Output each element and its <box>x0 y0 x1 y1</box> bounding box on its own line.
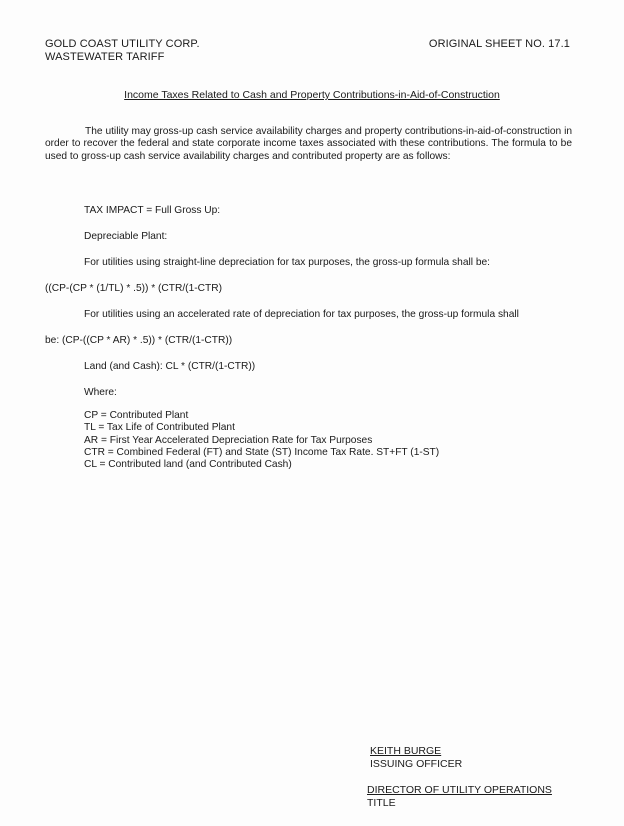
intro-paragraph: The utility may gross-up cash service availability charges and property contributions-in-aid-of-construction in order to recover the federal and state corporate income taxes associated with these contributions. The formula to be used to gross-up cash service availability charges and contributed property are as follows: <box>45 126 572 162</box>
accelerated-formula: be: (CP-((CP * AR) * .5)) * (CTR/(1-CTR)) <box>45 335 233 346</box>
tax-impact-line: TAX IMPACT = Full Gross Up: <box>84 205 221 216</box>
straight-line-formula: ((CP-(CP * (1/TL) * .5)) * (CTR/(1-CTR) <box>45 283 222 294</box>
definition-cp: CP = Contributed Plant <box>84 410 189 421</box>
company-name: GOLD COAST UTILITY CORP. <box>45 38 200 50</box>
definition-tl: TL = Tax Life of Contributed Plant <box>84 422 235 434</box>
sheet-number: ORIGINAL SHEET NO. 17.1 <box>428 38 570 50</box>
where-label: Where: <box>84 387 117 398</box>
land-formula: Land (and Cash): CL * (CTR/(1-CTR)) <box>84 361 256 372</box>
definition-ar: AR = First Year Accelerated Depreciation Rate for Tax Purposes <box>84 434 373 446</box>
issuing-officer-name: KEITH BURGE <box>370 745 442 757</box>
depreciable-plant-heading: Depreciable Plant: <box>84 231 168 242</box>
definition-ctr: CTR = Combined Federal (FT) and State (ST) Income Tax Rate. ST+FT (1-ST) <box>84 446 440 458</box>
officer-position: DIRECTOR OF UTILITY OPERATIONS <box>367 784 552 796</box>
issuing-officer-label: ISSUING OFFICER <box>370 758 463 770</box>
definitions-list <box>84 410 439 471</box>
straight-line-text: For utilities using straight-line depreciation for tax purposes, the gross-up formula shall be: <box>84 257 491 268</box>
officer-position-label: TITLE <box>367 797 396 809</box>
accelerated-text: For utilities using an accelerated rate of depreciation for tax purposes, the gross-up formula shall <box>84 309 519 320</box>
tariff-name: WASTEWATER TARIFF <box>45 51 165 63</box>
section-title: Income Taxes Related to Cash and Property Contributions-in-Aid-of-Construction <box>124 89 500 101</box>
definition-cl: CL = Contributed land (and Contributed Cash) <box>84 459 292 471</box>
